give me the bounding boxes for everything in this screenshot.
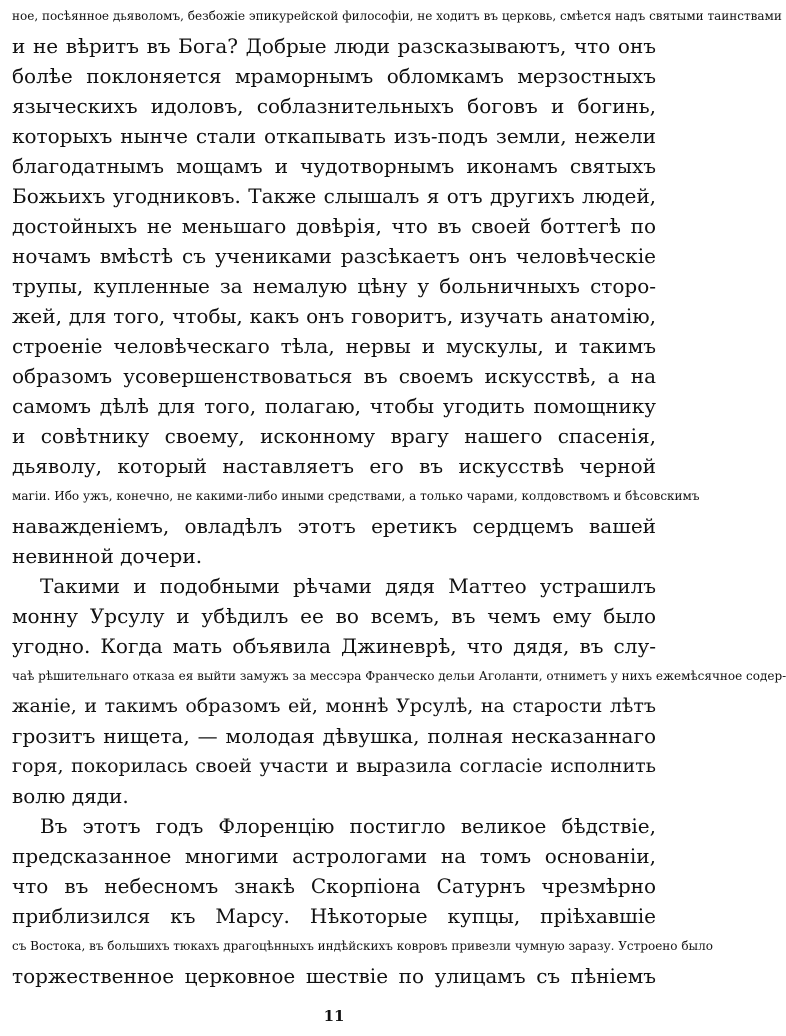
text-line: угодно. Когда мать объявила Джиневрѣ, что дядя, въ слу-: [12, 634, 656, 658]
text-line: языческихъ идоловъ, соблазнительныхъ боговъ и богинь,: [12, 94, 656, 118]
text-line: чаѣ рѣшительнаго отказа ея выйти замужъ за мессэра Франческо дельи Аголанти, отниметъ у нихъ ежемѣсячное содер-: [12, 669, 786, 683]
text-line: и совѣтнику своему, исконному врагу нашего спасенія,: [12, 424, 656, 448]
text-line: самомъ дѣлѣ для того, полагаю, чтобы угодить помощнику: [12, 394, 656, 418]
text-line: что въ небесномъ знакѣ Скорпіона Сатурнъ чрезмѣрно: [12, 874, 656, 898]
text-line: ночамъ вмѣстѣ съ учениками разсѣкаетъ онъ человѣческіе: [12, 244, 656, 268]
text-line: которыхъ нынче стали откапывать изъ-подъ земли, нежели: [12, 124, 656, 148]
text-line: невинной дочери.: [12, 544, 203, 568]
text-line: ное, посѣянное дьяволомъ, безбожіе эпикурейской философіи, не ходитъ въ церковь, смѣется надъ святыми таинствами: [12, 9, 782, 23]
text-line: предсказанное многими астрологами на томъ основаніи,: [12, 844, 656, 868]
text-line: грозитъ нищета, — молодая дѣвушка, полная несказаннаго: [12, 724, 656, 748]
text-line: монну Урсулу и убѣдилъ ее во всемъ, въ чемъ ему было: [12, 604, 656, 628]
page-number: 11: [323, 1007, 345, 1025]
text-line: и не вѣритъ въ Бога? Добрые люди разсказываютъ, что онъ: [12, 34, 656, 58]
text-line: благодатнымъ мощамъ и чудотворнымъ иконамъ святыхъ: [12, 154, 656, 178]
text-line: дьяволу, который наставляетъ его въ искусствѣ черной: [12, 454, 656, 478]
book-page: [12, 0, 786, 1036]
text-line: Божьихъ угодниковъ. Также слышалъ я отъ другихъ людей,: [12, 184, 656, 208]
text-line: торжественное церковное шествіе по улицамъ съ пѣніемъ: [12, 964, 656, 988]
text-line: наважденіемъ, овладѣлъ этотъ еретикъ сердцемъ вашей: [12, 514, 656, 538]
text-line: магіи. Ибо ужъ, конечно, не какими-либо иными средствами, а только чарами, колдовствомъ и бѣсовскимъ: [12, 489, 700, 503]
text-line: волю дяди.: [12, 784, 129, 808]
text-line: горя, покорилась своей участи и выразила согласіе исполнить: [12, 755, 656, 777]
text-line: Въ этотъ годъ Флоренцію постигло великое бѣдствіе,: [40, 814, 656, 838]
text-line: Такими и подобными рѣчами дядя Маттео устрашилъ: [40, 574, 656, 598]
text-line: болѣе поклоняется мраморнымъ обломкамъ мерзостныхъ: [12, 64, 656, 88]
text-line: образомъ усовершенствоваться въ своемъ искусствѣ, а на: [12, 364, 656, 388]
text-line: приблизился къ Марсу. Нѣкоторые купцы, пріѣхавшіе: [12, 904, 656, 928]
text-line: строеніе человѣческаго тѣла, нервы и мускулы, и такимъ: [12, 334, 656, 358]
text-line: съ Востока, въ большихъ тюкахъ драгоцѣнныхъ индѣйскихъ ковровъ привезли чумную заразу. Устроено было: [12, 939, 713, 953]
text-line: жаніе, и такимъ образомъ ей, моннѣ Урсулѣ, на старости лѣтъ: [12, 695, 656, 717]
text-line: трупы, купленные за немалую цѣну у больничныхъ сторо-: [12, 274, 656, 298]
text-line: жей, для того, чтобы, какъ онъ говоритъ, изучать анатомію,: [12, 304, 656, 328]
text-line: достойныхъ не меньшаго довѣрія, что въ своей боттегѣ по: [12, 214, 656, 238]
